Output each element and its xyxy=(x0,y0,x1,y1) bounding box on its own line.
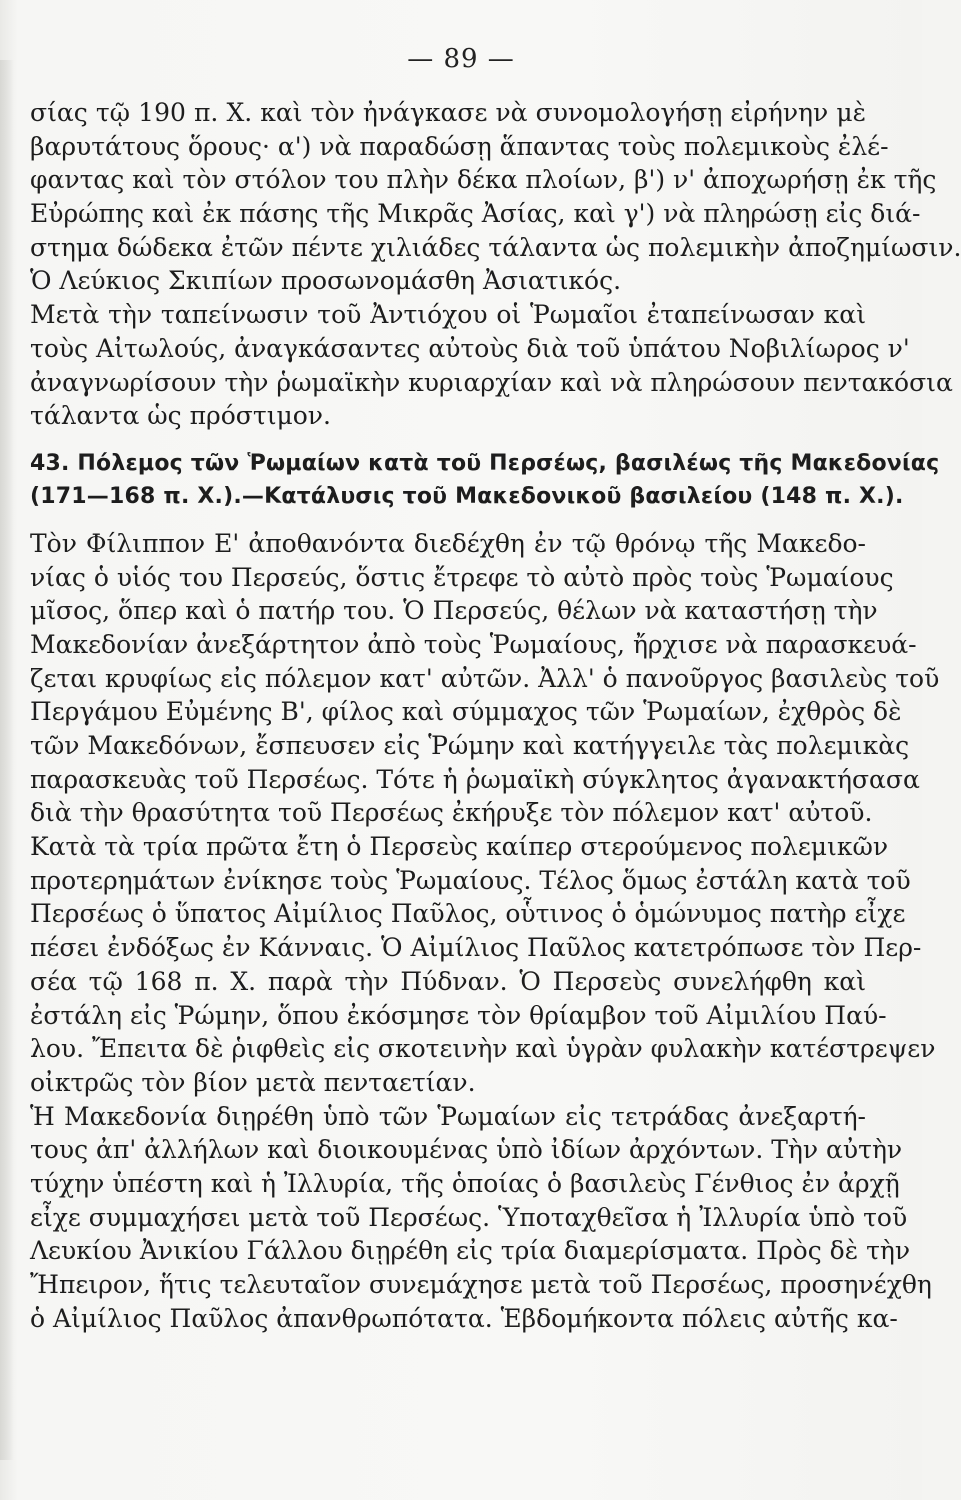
text-line: νίας ὁ υἱός του Περσεύς, ὅστις ἔτρεφε τὸ αὐτὸ πρὸς τοὺς Ῥωμαίους xyxy=(30,562,894,592)
text-line: τοὺς Αἰτωλούς, ἀναγκάσαντες αὐτοὺς διὰ τοῦ ὑπάτου Νοβιλίωρος ν' xyxy=(30,333,910,363)
text-line: Περγάμου Εὐμένης Β', φίλος καὶ σύμμαχος τῶν Ῥωμαίων, ἐχθρὸς δὲ xyxy=(30,697,902,727)
text-line: προτερημάτων ἐνίκησε τοὺς Ῥωμαίους. Τέλος ὅμως ἐστάλη κατὰ τοῦ xyxy=(30,865,911,895)
page-fold-shadow xyxy=(0,60,14,1460)
text-line: Ἡ Μακεδονία διῃρέθη ὑπὸ τῶν Ῥωμαίων εἰς τετράδας ἀνεξαρτή- xyxy=(30,1101,866,1131)
text-line: Τὸν Φίλιππον Ε' ἀποθανόντα διεδέχθη ἐν τῷ θρόνῳ τῆς Μακεδο- xyxy=(30,528,866,558)
text-line: σέα τῷ 168 π. Χ. παρὰ τὴν Πύδναν. Ὁ Περσεὺς συνελήφθη καὶ xyxy=(30,966,866,996)
heading-line: 43. Πόλεμος τῶν Ῥωμαίων κατὰ τοῦ Περσέως, βασιλέως τῆς Μακεδονίας xyxy=(30,450,940,476)
text-line: οἰκτρῶς τὸν βίον μετὰ πενταετίαν. xyxy=(30,1067,476,1097)
text-line: φαντας καὶ τὸν στόλον του πλὴν δέκα πλοίων, β') ν' ἀποχωρήσῃ ἐκ τῆς xyxy=(30,165,937,195)
text-line: Ὁ Λεύκιος Σκιπίων προσωνομάσθη Ἀσιατικός. xyxy=(30,266,622,296)
text-line: ἀναγνωρίσουν τὴν ῥωμαϊκὴν κυριαρχίαν καὶ νὰ πληρώσουν πεντακόσια xyxy=(30,367,953,397)
text-line: σίας τῷ 190 π. Χ. καὶ τὸν ἠνάγκασε νὰ συνομολογήσῃ εἰρήνην μὲ xyxy=(30,98,866,127)
text-line: παρασκευὰς τοῦ Περσέως. Τότε ἡ ῥωμαϊκὴ σύγκλητος ἀγανακτήσασα xyxy=(30,764,920,794)
paragraph xyxy=(30,298,953,433)
text-line: τύχην ὑπέστη καὶ ἡ Ἰλλυρία, τῆς ὁποίας ὁ βασιλεὺς Γένθιος ἐν ἀρχῇ xyxy=(30,1168,900,1198)
text-line: τάλαντα ὡς πρόστιμον. xyxy=(30,401,331,431)
section-heading xyxy=(30,447,940,513)
text-line: διὰ τὴν θρασύτητα τοῦ Περσέως ἐκήρυξε τὸν πόλεμον κατ' αὐτοῦ. xyxy=(30,798,873,828)
text-line: Μετὰ τὴν ταπείνωσιν τοῦ Ἀντιόχου οἱ Ῥωμαῖοι ἐταπείνωσαν καὶ xyxy=(30,300,866,330)
text-line: Ἤπειρον, ἥτις τελευταῖον συνεμάχησε μετὰ τοῦ Περσέως, προσηνέχθη xyxy=(30,1270,932,1299)
text-line: Εὐρώπης καὶ ἐκ πάσης τῆς Μικρᾶς Ἀσίας, καὶ γ') νὰ πληρώσῃ εἰς διά- xyxy=(30,199,921,229)
text-line: στημα δώδεκα ἐτῶν πέντε χιλιάδες τάλαντα ὡς πολεμικὴν ἀποζημίωσιν. xyxy=(30,232,961,262)
text-line: τους ἀπ' ἀλλήλων καὶ διοικουμένας ὑπὸ ἰδίων ἀρχόντων. Τὴν αὐτὴν xyxy=(30,1135,903,1165)
text-line: Κατὰ τὰ τρία πρῶτα ἔτη ὁ Περσεὺς καίπερ στερούμενος πολεμικῶν xyxy=(30,832,889,862)
text-line: βαρυτάτους ὅρους· α') νὰ παραδώσῃ ἅπαντας τοὺς πολεμικοὺς ἐλέ- xyxy=(30,131,889,161)
paragraph xyxy=(30,1100,932,1336)
text-line: ἐστάλη εἰς Ῥώμην, ὅπου ἐκόσμησε τὸν θρίαμβον τοῦ Αἰμιλίου Παύ- xyxy=(30,1000,887,1030)
heading-line: (171—168 π. Χ.).—Κατάλυσις τοῦ Μακεδονικοῦ βασιλείου (148 π. Χ.). xyxy=(30,483,904,509)
text-line: Περσέως ὁ ὕπατος Αἰμίλιος Παῦλος, οὗτινος ὁ ὁμώνυμος πατὴρ εἶχε xyxy=(30,899,906,929)
text-line: πέσει ἐνδόξως ἐν Κάνναις. Ὁ Αἰμίλιος Παῦλος κατετρόπωσε τὸν Περ- xyxy=(30,933,922,963)
text-line: τῶν Μακεδόνων, ἔσπευσεν εἰς Ῥώμην καὶ κατήγγειλε τὰς πολεμικὰς xyxy=(30,731,910,760)
text-line: ζεται κρυφίως εἰς πόλεμον κατ' αὐτῶν. Ἀλλ' ὁ πανοῦργος βασιλεὺς τοῦ xyxy=(30,663,940,693)
paragraph xyxy=(30,830,936,1100)
text-line: εἶχε συμμαχήσει μετὰ τοῦ Περσέως. Ὑποταχθεῖσα ἡ Ἰλλυρία ὑπὸ τοῦ xyxy=(30,1202,908,1232)
text-line: μῖσος, ὅπερ καὶ ὁ πατήρ του. Ὁ Περσεύς, θέλων νὰ καταστήσῃ τὴν xyxy=(30,596,878,626)
text-line: ὁ Αἰμίλιος Παῦλος ἀπανθρωπότατα. Ἑβδομήκοντα πόλεις αὐτῆς κα- xyxy=(30,1303,898,1333)
paragraph xyxy=(30,96,961,298)
text-line: Μακεδονίαν ἀνεξάρτητον ἀπὸ τοὺς Ῥωμαίους, ἤρχισε νὰ παρασκευά- xyxy=(30,629,917,659)
page-body xyxy=(30,96,961,1335)
text-line: λου. Ἔπειτα δὲ ῥιφθεὶς εἰς σκοτεινὴν καὶ ὑγρὰν φυλακὴν κατέστρεψεν xyxy=(30,1034,936,1064)
text-line: Λευκίου Ἀνικίου Γάλλου διῃρέθη εἰς τρία διαμερίσματα. Πρὸς δὲ τὴν xyxy=(30,1236,911,1266)
page-number: — 89 — xyxy=(407,44,515,74)
paragraph xyxy=(30,527,940,830)
